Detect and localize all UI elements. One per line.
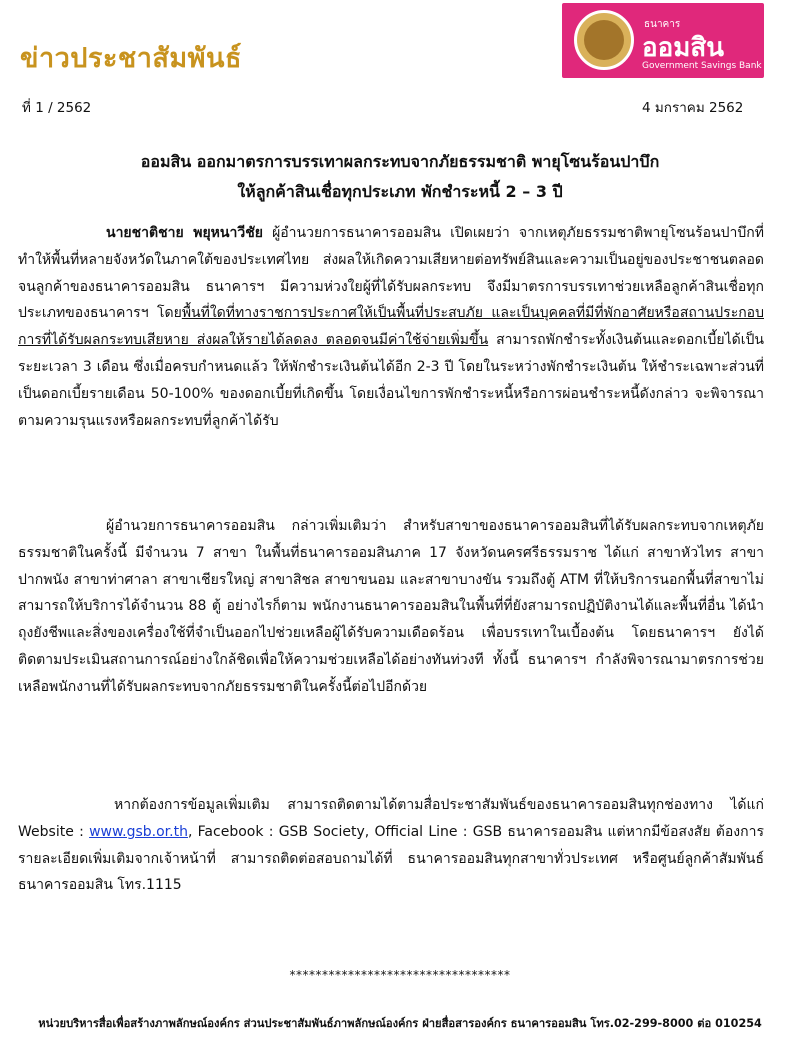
paragraph-3 [18,792,764,899]
paragraph-3-text-a: หากต้องการข้อมูลเพิ่มเติม สามารถติดตามได้ตามสื่อประชาสัมพันธ์ของธนาคารออมสินทุกช่องทาง ได้แก่ Website : [18,797,764,840]
paragraph-1-text-b: สามารถพักชำระทั้งเงินต้นและดอกเบี้ยได้เป็นระยะเวลา 3 เดือน ซึ่งเมื่อครบกำหนดแล้ว ให้พักชำระเงินต้นได้อีก 2-3 ปี โดยในระหว่างพักชำระเงินต้น ให้ชำระเฉพาะส่วนที่เป็นดอกเบี้ยรายเดือน 50-100% ของดอกเบี้ยที่เกิดขึ้น โดยเงื่อนไขการพักชำระหนี้หรือการผ่อนชำระหนี้ดังกล่าว จะพิจารณาตามความรุนแรงหรือผลกระทบที่ลูกค้าได้รับ [18,332,764,429]
document-title: ข่าวประชาสัมพันธ์ [20,43,242,74]
document-date: 4 มกราคม 2562 [642,100,744,116]
logo-small-text: ธนาคาร [644,19,681,30]
paragraph-1 [18,220,764,434]
headline-line-2: ให้ลูกค้าสินเชื่อทุกประเภท พักชำระหนี้ 2 – 3 ปี [237,182,563,201]
bank-seal-icon [574,10,634,70]
paragraph-1-underlined: พื้นที่ใดที่ทางราชการประกาศให้เป็นพื้นที่ประสบภัย และเป็นบุคคลที่มีที่พักอาศัยหรือสถานประกอบการที่ได้รับผลกระทบเสียหาย ส่งผลให้รายได้ลดลง ตลอดจนมีค่าใช้จ่ายเพิ่มขึ้น [18,305,764,349]
website-link[interactable]: www.gsb.or.th [89,823,188,840]
logo-big-text: ออมสิน [642,33,725,63]
footer-contact: หน่วยบริหารสื่อเพื่อสร้างภาพลักษณ์องค์กร ส่วนประชาสัมพันธ์ภาพลักษณ์องค์กร ฝ่ายสื่อสารองค์กร ธนาคารออมสิน โทร.02-299-8000 ต่อ 010254 [38,1017,762,1030]
paragraph-2-text: ผู้อำนวยการธนาคารออมสิน กล่าวเพิ่มเติมว่า สำหรับสาขาของธนาคารออมสินที่ได้รับผลกระทบจากเหตุภัยธรรมชาติในครั้งนี้ มีจำนวน 7 สาขา ในพื้นที่ธนาคารออมสินภาค 17 จังหวัดนครศรีธรรมราช ได้แก่ สาขาหัวไทร สาขาปากพนัง สาขาท่าศาลา สาขาเชียรใหญ่ สาขาสิชล สาขาขนอม และสาขาบางขัน รวมถึงตู้ ATM ที่ให้บริการนอกพื้นที่สาขาไม่สามารถให้บริการได้จำนวน 88 ตู้ อย่างไรก็ตาม พนักงานธนาคารออมสินในพื้นที่ที่ยังสามารถปฏิบัติงานได้และพื้นที่อื่น ได้นำถุงยังชีพและสิ่งของเครื่องใช้ที่จำเป็นออกไปช่วยเหลือผู้ได้รับความเดือดร้อน เพื่อบรรเทาในเบื้องต้น โดยธนาคารฯ ยังได้ติดตามประเมินสถานการณ์อย่างใกล้ชิดเพื่อให้ความช่วยเหลือได้อย่างทันท่วงที ทั้งนี้ ธนาคารฯ กำลังพิจารณามาตรการช่วยเหลือพนักงานที่ได้รับผลกระทบจากภัยธรรมชาติในครั้งนี้ต่อไปอีกด้วย [18,518,764,695]
document-number: ที่ 1 / 2562 [22,100,92,116]
speaker-name: นายชาติชาย พยุหนาวีชัย [106,225,263,241]
logo-english-text: Government Savings Bank [642,61,762,71]
paragraph-2 [18,513,764,701]
headline-line-1: ออมสิน ออกมาตรการบรรเทาผลกระทบจากภัยธรรมชาติ พายุโซนร้อนปาบึก [140,152,660,171]
separator: ********************************** [289,968,511,982]
paragraph-3-text-b: , Facebook : GSB Society, Official Line : GSB ธนาคารออมสิน แต่หากมีข้อสงสัย ต้องการรายละเอียดเพิ่มเติมจากเจ้าหน้าที่ สามารถติดต่อสอบถามได้ที่ ธนาคารออมสินทุกสาขาทั่วประเทศ หรือศูนย์ลูกค้าสัมพันธ์ธนาคารออมสิน โทร.1115 [18,823,764,894]
paragraph-1-text-a: ผู้อำนวยการธนาคารออมสิน เปิดเผยว่า จากเหตุภัยธรรมชาติพายุโซนร้อนปาบึกที่ทำให้พื้นที่หลายจังหวัดในภาคใต้ของประเทศไทย ส่งผลให้เกิดความเสียหายต่อทรัพย์สินและความเป็นอยู่ของประชาชนตลอดจนลูกค้าของธนาคารออมสิน ธนาคารฯ มีความห่วงใยผู้ที่ได้รับผลกระทบ จึงมีมาตรการบรรเทาช่วยเหลือลูกค้าสินเชื่อทุกประเภทของธนาคารฯ โดย [18,225,764,322]
gsb-logo [562,3,764,78]
